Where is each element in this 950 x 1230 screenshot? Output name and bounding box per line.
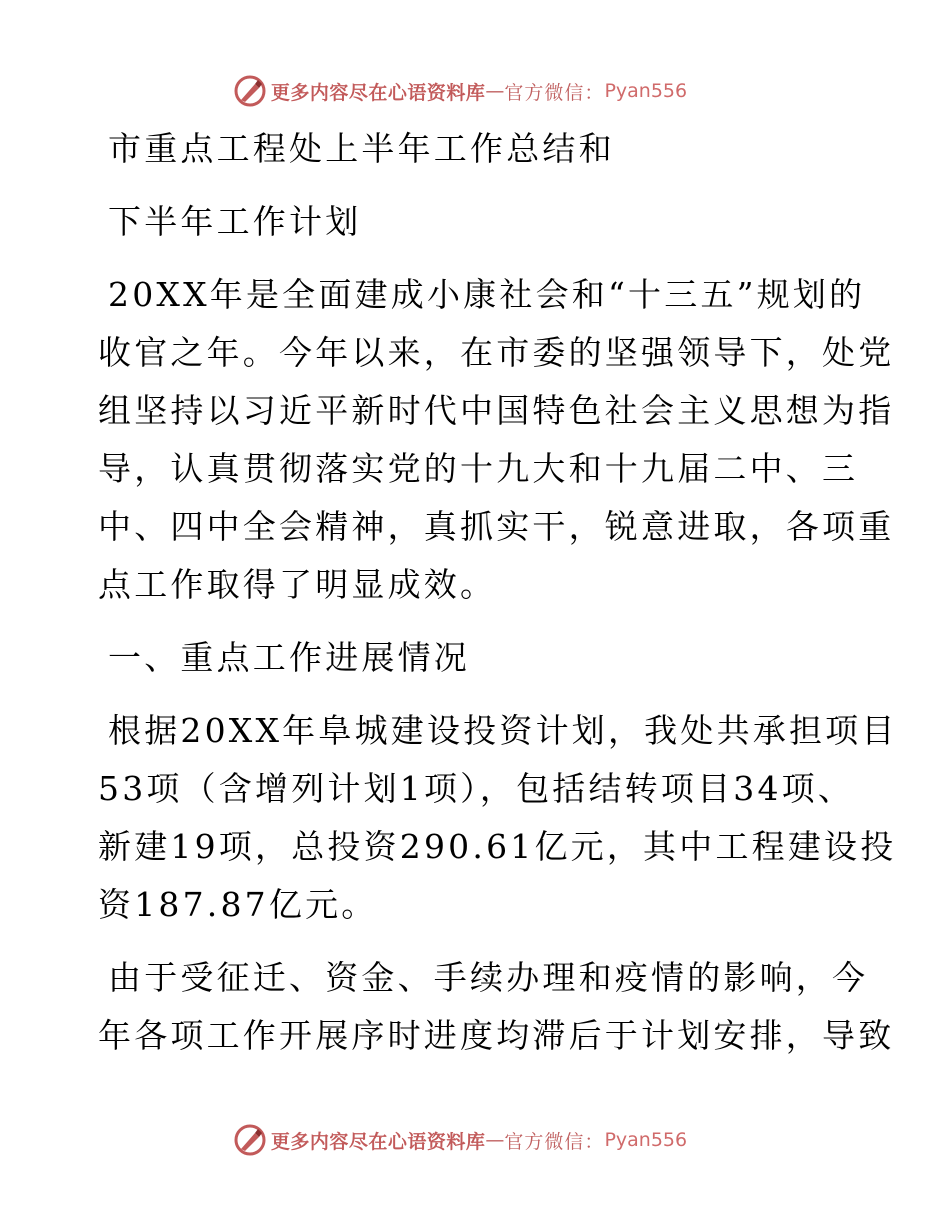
intro-line-4: 导，认真贯彻落实党的十九大和十九届二中、三 <box>98 449 859 488</box>
header-watermark <box>0 71 950 111</box>
watermark-wechat-label: 官方微信： <box>504 81 605 104</box>
para2-line-3: 新建19项，总投资290.61亿元，其中工程建设投 <box>98 827 897 866</box>
section-heading-1: 一、重点工作进展情况 <box>108 638 470 677</box>
watermark-wechat-label: 官方微信： <box>504 1130 605 1153</box>
watermark-separator: — <box>485 1129 505 1151</box>
document-body <box>98 120 898 1065</box>
intro-line-2: 收官之年。今年以来，在市委的坚强领导下，处党 <box>98 333 895 372</box>
para2-line-1: 根据20XX年阜城建设投资计划，我处共承担项目 <box>108 711 898 750</box>
intro-line-5: 中、四中全会精神，真抓实干，锐意进取，各项重 <box>98 507 895 546</box>
para2-line-4: 资187.87亿元。 <box>98 885 378 924</box>
intro-line-3: 组坚持以习近平新时代中国特色社会主义思想为指 <box>98 391 895 430</box>
watermark-separator: — <box>485 80 505 102</box>
para3-line-1: 由于受征迁、资金、手续办理和疫情的影响，今 <box>108 958 869 997</box>
para3-line-2: 年各项工作开展序时进度均滞后于计划安排，导致 <box>98 1016 895 1055</box>
title-line-2: 下半年工作计划 <box>108 202 362 241</box>
title-line-1: 市重点工程处上半年工作总结和 <box>108 129 615 168</box>
watermark-main-text: 更多内容尽在心语资料库 <box>270 81 486 104</box>
watermark-wechat-id: Pyan556 <box>604 1129 688 1151</box>
pen-logo-icon <box>233 74 267 108</box>
intro-line-1: 20XX年是全面建成小康社会和“十三五”规划的 <box>108 275 866 314</box>
footer-watermark <box>0 1120 950 1160</box>
pen-logo-icon <box>233 1123 267 1157</box>
watermark-wechat-id: Pyan556 <box>604 80 688 102</box>
intro-line-6: 点工作取得了明显成效。 <box>98 565 497 604</box>
para2-line-2: 53项（含增列计划1项），包括结转项目34项、 <box>98 769 855 808</box>
watermark-main-text: 更多内容尽在心语资料库 <box>270 1130 486 1153</box>
